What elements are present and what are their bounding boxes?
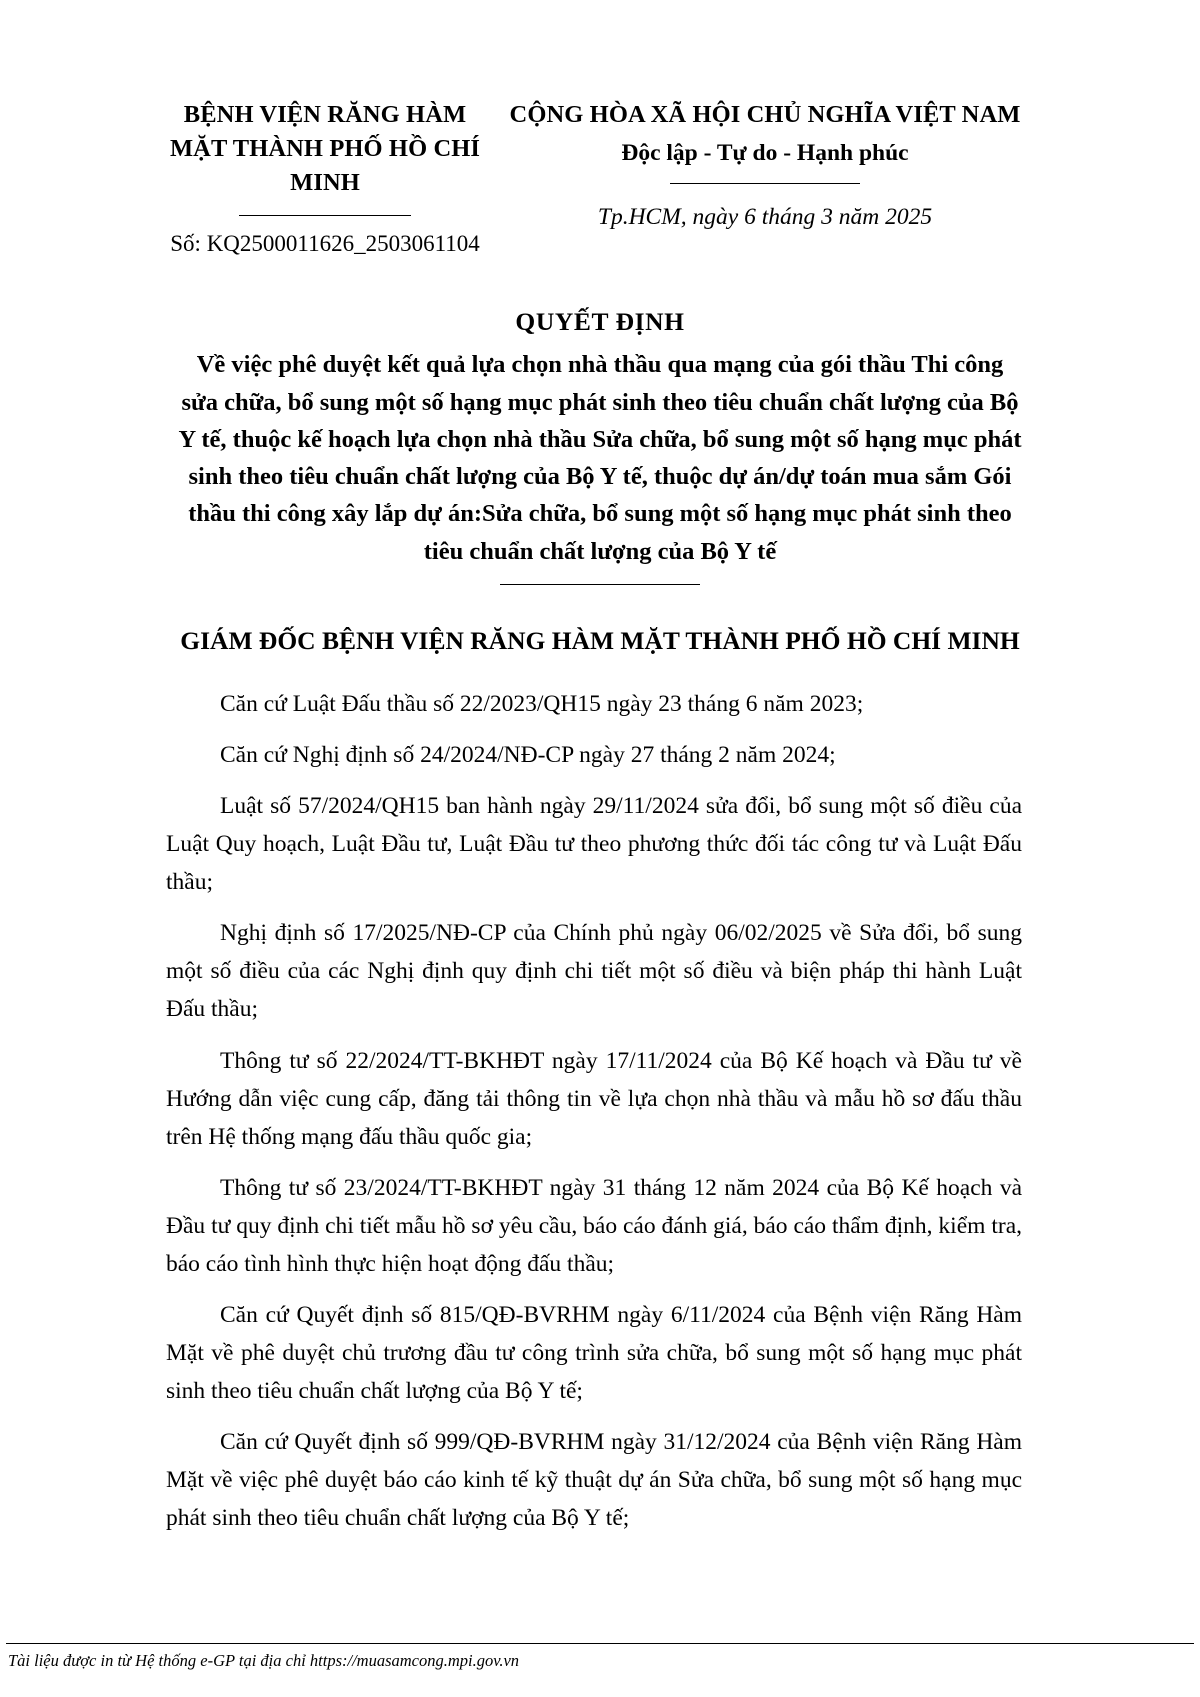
body-paragraph: Căn cứ Quyết định số 815/QĐ-BVRHM ngày 6/11/2024 của Bệnh viện Răng Hàm Mặt về phê duyệt chủ trương đầu tư công trình sửa chữa, bổ sung một số hạng mục phát sinh theo tiêu chuẩn chất lượng của Bộ Y tế;: [166, 1301, 1022, 1404]
footer-source-note: Tài liệu được in từ Hệ thống e-GP tại địa chỉ https://muasamcong.mpi.gov.vn: [8, 1651, 520, 1670]
body-paragraph: Căn cứ Quyết định số 999/QĐ-BVRHM ngày 31/12/2024 của Bệnh viện Răng Hàm Mặt về việc phê duyệt báo cáo kinh tế kỹ thuật dự án Sửa chữa, bổ sung một số hạng mục phát sinh theo tiêu chuẩn chất lượng của Bộ Y tế;: [166, 1429, 1022, 1532]
body-paragraph: Nghị định số 17/2025/NĐ-CP của Chính phủ ngày 06/02/2025 về Sửa đổi, bổ sung một số điều của các Nghị định quy định chi tiết một số điều và biện pháp thi hành Luật Đấu thầu;: [166, 920, 1022, 1023]
document-number: Số: KQ2500011626_2503061104: [170, 231, 480, 257]
motto-divider: [670, 183, 860, 184]
title-block: [0, 307, 1200, 584]
national-motto: Độc lập - Tự do - Hạnh phúc: [621, 139, 909, 166]
national-title: CỘNG HÒA XÃ HỘI CHỦ NGHĨA VIỆT NAM: [509, 101, 1021, 128]
body-paragraph: Thông tư số 23/2024/TT-BKHĐT ngày 31 tháng 12 năm 2024 của Bộ Kế hoạch và Đầu tư quy định chi tiết mẫu hồ sơ yêu cầu, báo cáo đánh giá, báo cáo thẩm định, kiểm tra, báo cáo tình hình thực hiện hoạt động đấu thầu;: [166, 1174, 1022, 1277]
title-divider: [500, 584, 700, 585]
place-and-date: Tp.HCM, ngày 6 tháng 3 năm 2025: [597, 204, 933, 231]
document-header: [0, 0, 1200, 257]
body-paragraph: Căn cứ Luật Đấu thầu số 22/2023/QH15 ngày 23 tháng 6 năm 2023;: [220, 691, 864, 717]
header-right-block: [490, 98, 1030, 231]
decision-heading: QUYẾT ĐỊNH: [515, 307, 685, 337]
page-footer: [0, 1643, 1200, 1697]
body-paragraph: Thông tư số 22/2024/TT-BKHĐT ngày 17/11/2024 của Bộ Kế hoạch và Đầu tư về Hướng dẫn việc cung cấp, đăng tải thông tin về lựa chọn nhà thầu và mẫu hồ sơ đấu thầu trên Hệ thống mạng đấu thầu quốc gia;: [166, 1047, 1022, 1150]
issuer-title: GIÁM ĐỐC BỆNH VIỆN RĂNG HÀM MẶT THÀNH PHỐ HỒ CHÍ MINH: [180, 625, 1020, 655]
decision-subject: Về việc phê duyệt kết quả lựa chọn nhà thầu qua mạng của gói thầu Thi công sửa chữa, bổ sung một số hạng mục phát sinh theo tiêu chuẩn chất lượng của Bộ Y tế, thuộc kế hoạch lựa chọn nhà thầu Sửa chữa, bổ sung một số hạng mục phát sinh theo tiêu chuẩn chất lượng của Bộ Y tế, thuộc dự án/dự toán mua sắm Gói thầu thi công xây lắp dự án:Sửa chữa, bổ sung một số hạng mục phát sinh theo tiêu chuẩn chất lượng của Bộ Y tế: [178, 351, 1022, 565]
body-paragraph: Luật số 57/2024/QH15 ban hành ngày 29/11/2024 sửa đổi, bổ sung một số điều của Luật Quy hoạch, Luật Đầu tư, Luật Đầu tư theo phương thức đối tác công tư và Luật Đấu thầu;: [166, 793, 1022, 896]
organization-divider: [239, 215, 411, 216]
document-body: [0, 685, 1200, 1537]
header-left-block: [160, 98, 490, 257]
body-paragraph: Căn cứ Nghị định số 24/2024/NĐ-CP ngày 27 tháng 2 năm 2024;: [220, 742, 836, 769]
issuing-organization-name: BỆNH VIỆN RĂNG HÀM MẶT THÀNH PHỐ HỒ CHÍ MINH: [169, 101, 481, 196]
